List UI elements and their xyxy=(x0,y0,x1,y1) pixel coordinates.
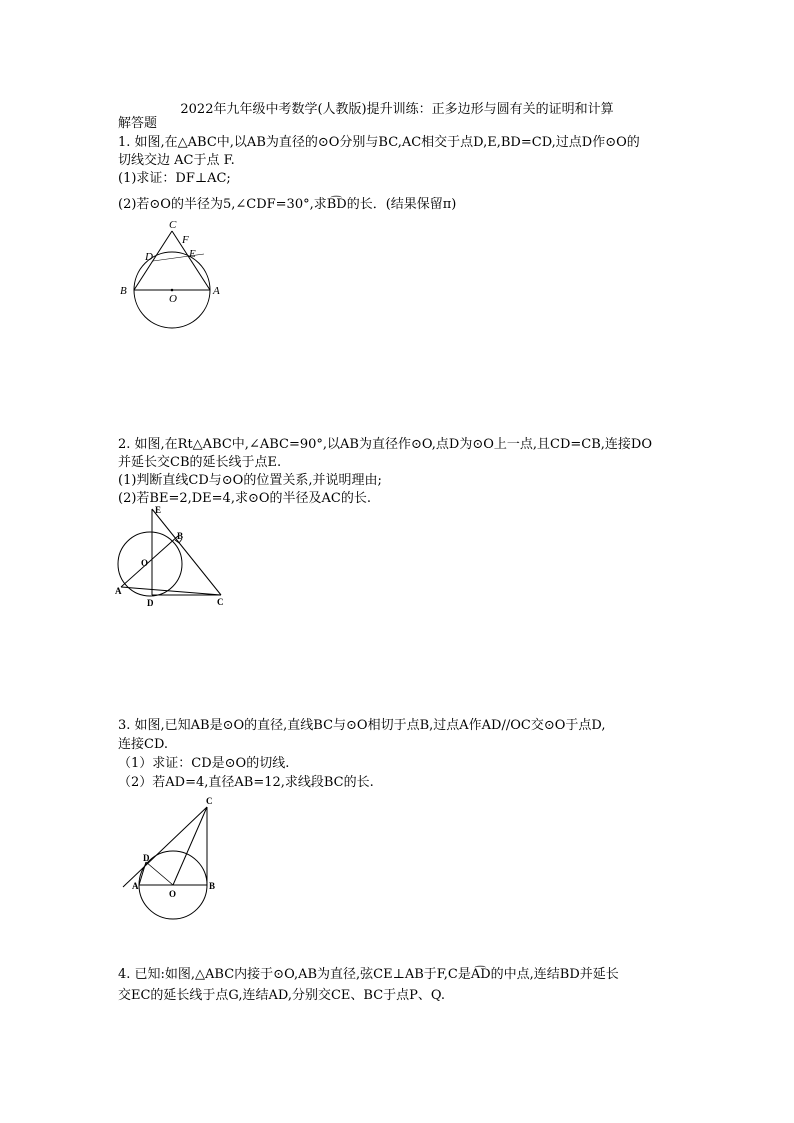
label-E: E xyxy=(189,248,196,260)
problem-3-line-4: （2）若AD=4,直径AB=12,求线段BC的长. xyxy=(118,775,374,790)
label-D: D xyxy=(145,251,153,263)
section-heading: 解答题 xyxy=(118,116,158,131)
label-B: B xyxy=(120,285,127,297)
label-D: D xyxy=(143,853,150,863)
label-A: A xyxy=(132,881,139,891)
label-C: C xyxy=(169,219,177,231)
document-title: 2022年九年级中考数学(人教版)提升训练：正多边形与圆有关的证明和计算 xyxy=(180,102,614,117)
label-O: O xyxy=(141,558,149,568)
problem-2-line-4: (2)若BE=2,DE=4,求⊙O的半径及AC的长. xyxy=(118,491,371,506)
label-F: F xyxy=(182,234,189,246)
problem-1-line-3: (1)求证：DF⊥AC; xyxy=(118,171,231,186)
label-B: B xyxy=(177,531,184,541)
problem-1-line-2: 切线交边 AC于点 F. xyxy=(118,153,235,168)
problem-3-line-1: 3. 如图,已知AB是⊙O的直径,直线BC与⊙O相切于点B,过点A作AD//OC交⊙O于点D, xyxy=(118,718,606,733)
label-A: A xyxy=(115,586,122,596)
problem-4-line-1: 4. 已知:如图,△ABC内接于⊙O,AB为直径,弦CE⊥AB于F,C是A͡D的中点,连结BD并延长 xyxy=(118,967,619,982)
label-O: O xyxy=(169,889,177,899)
label-C: C xyxy=(206,796,213,806)
problem-2-line-1: 2. 如图,在Rt△ABC中,∠ABC=90°,以AB为直径作⊙O,点D为⊙O上一点,且CD=CB,连接DO xyxy=(118,437,652,452)
problem-3-figure xyxy=(118,795,228,925)
problem-1-figure xyxy=(120,215,230,330)
label-D: D xyxy=(147,598,154,608)
problem-3-line-2: 连接CD. xyxy=(118,737,169,752)
problem-3-line-3: （1）求证：CD是⊙O的切线. xyxy=(118,756,290,771)
label-O: O xyxy=(169,293,177,305)
problem-4-line-2: 交EC的延长线于点G,连结AD,分别交CE、BC于点P、Q. xyxy=(118,988,446,1003)
label-B: B xyxy=(209,881,216,891)
problem-2-figure xyxy=(115,503,235,608)
problem-2-line-3: (1)判断直线CD与⊙O的位置关系,并说明理由; xyxy=(118,473,382,488)
label-E: E xyxy=(155,505,162,515)
label-C: C xyxy=(217,597,224,607)
problem-1-line-4: (2)若⊙O的半径为5,∠CDF=30°,求B͡D的长．(结果保留π) xyxy=(118,197,457,212)
problem-1-line-1: 1. 如图,在△ABC中,以AB为直径的⊙O分别与BC,AC相交于点D,E,BD=CD,过点D作⊙O的 xyxy=(118,135,640,150)
label-A: A xyxy=(213,285,220,297)
problem-2-line-2: 并延长交CB的延长线于点E. xyxy=(118,455,282,470)
